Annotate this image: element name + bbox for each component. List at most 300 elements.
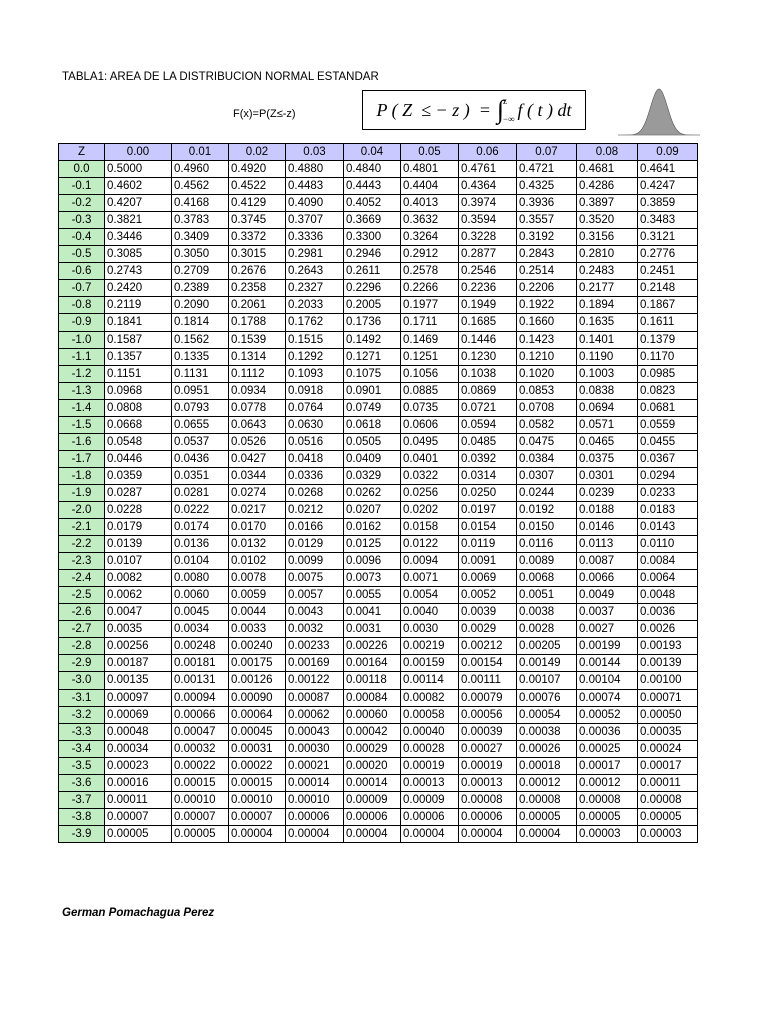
probability-cell: 0.00022	[229, 757, 286, 774]
probability-cell: 0.4129	[229, 195, 286, 212]
formula-lhs: P ( Z ≤ − z ) =	[376, 99, 491, 120]
probability-cell: 0.00226	[344, 638, 401, 655]
z-value-cell: -3.4	[59, 740, 105, 757]
probability-cell: 0.0075	[286, 570, 344, 587]
probability-cell: 0.0044	[229, 604, 286, 621]
header-z: Z	[59, 144, 105, 161]
probability-cell: 0.0110	[638, 536, 698, 553]
probability-cell: 0.0465	[577, 433, 638, 450]
table-row	[59, 331, 698, 348]
probability-cell: 0.2843	[517, 246, 577, 263]
probability-cell: 0.0475	[517, 433, 577, 450]
probability-cell: 0.0096	[344, 553, 401, 570]
probability-cell: 0.0037	[577, 604, 638, 621]
z-value-cell: -1.1	[59, 348, 105, 365]
probability-cell: 0.0268	[286, 484, 344, 501]
z-value-cell: -3.3	[59, 723, 105, 740]
document-title: TABLA1: AREA DE LA DISTRIBUCION NORMAL ESTANDAR	[62, 71, 379, 83]
probability-cell: 0.0078	[229, 570, 286, 587]
probability-cell: 0.00019	[459, 757, 517, 774]
z-value-cell: -0.9	[59, 314, 105, 331]
probability-cell: 0.0027	[577, 621, 638, 638]
probability-cell: 0.1685	[459, 314, 517, 331]
z-value-cell: -1.2	[59, 365, 105, 382]
probability-cell: 0.00007	[172, 808, 229, 825]
probability-cell: 0.3228	[459, 229, 517, 246]
probability-cell: 0.00006	[459, 808, 517, 825]
probability-cell: 0.00187	[105, 655, 172, 672]
probability-cell: 0.00039	[459, 723, 517, 740]
probability-cell: 0.0367	[638, 450, 698, 467]
probability-cell: 0.1093	[286, 365, 344, 382]
probability-cell: 0.2236	[459, 280, 517, 297]
probability-cell: 0.00011	[105, 791, 172, 808]
probability-cell: 0.00052	[577, 706, 638, 723]
probability-cell: 0.1112	[229, 365, 286, 382]
probability-cell: 0.3821	[105, 212, 172, 229]
probability-cell: 0.1492	[344, 331, 401, 348]
probability-cell: 0.00082	[401, 689, 459, 706]
table-body	[59, 161, 698, 843]
probability-cell: 0.2643	[286, 263, 344, 280]
table-row	[59, 587, 698, 604]
probability-cell: 0.0068	[517, 570, 577, 587]
table-row	[59, 604, 698, 621]
table-row	[59, 791, 698, 808]
probability-cell: 0.0655	[172, 416, 229, 433]
probability-cell: 0.00008	[459, 791, 517, 808]
probability-cell: 0.00008	[638, 791, 698, 808]
probability-cell: 0.0778	[229, 399, 286, 416]
probability-cell: 0.0041	[344, 604, 401, 621]
probability-cell: 0.2033	[286, 297, 344, 314]
probability-cell: 0.3897	[577, 195, 638, 212]
probability-cell: 0.00219	[401, 638, 459, 655]
probability-cell: 0.00036	[577, 723, 638, 740]
probability-cell: 0.0052	[459, 587, 517, 604]
probability-cell: 0.00212	[459, 638, 517, 655]
probability-cell: 0.0384	[517, 450, 577, 467]
probability-cell: 0.00029	[344, 740, 401, 757]
probability-cell: 0.0262	[344, 484, 401, 501]
probability-cell: 0.00005	[172, 825, 229, 842]
probability-cell: 0.0113	[577, 536, 638, 553]
probability-cell: 0.00135	[105, 672, 172, 689]
probability-cell: 0.1357	[105, 348, 172, 365]
probability-cell: 0.0559	[638, 416, 698, 433]
probability-cell: 0.00009	[401, 791, 459, 808]
probability-cell: 0.0158	[401, 519, 459, 536]
probability-cell: 0.3085	[105, 246, 172, 263]
probability-cell: 0.0869	[459, 382, 517, 399]
probability-cell: 0.0281	[172, 484, 229, 501]
probability-cell: 0.1038	[459, 365, 517, 382]
probability-cell: 0.4090	[286, 195, 344, 212]
z-value-cell: -1.0	[59, 331, 105, 348]
probability-cell: 0.00004	[344, 825, 401, 842]
probability-cell: 0.0174	[172, 519, 229, 536]
probability-cell: 0.1190	[577, 348, 638, 365]
probability-cell: 0.2266	[401, 280, 459, 297]
probability-cell: 0.0322	[401, 467, 459, 484]
probability-cell: 0.0129	[286, 536, 344, 553]
z-value-cell: -2.0	[59, 501, 105, 518]
table-row	[59, 178, 698, 195]
z-value-cell: -1.8	[59, 467, 105, 484]
probability-cell: 0.3707	[286, 212, 344, 229]
probability-cell: 0.0071	[401, 570, 459, 587]
probability-cell: 0.4761	[459, 161, 517, 178]
probability-cell: 0.2946	[344, 246, 401, 263]
probability-cell: 0.0823	[638, 382, 698, 399]
probability-cell: 0.00004	[517, 825, 577, 842]
probability-cell: 0.00013	[459, 774, 517, 791]
z-value-cell: -1.3	[59, 382, 105, 399]
probability-cell: 0.00100	[638, 672, 698, 689]
probability-cell: 0.00010	[286, 791, 344, 808]
probability-cell: 0.4483	[286, 178, 344, 195]
table-row	[59, 467, 698, 484]
probability-cell: 0.2912	[401, 246, 459, 263]
z-value-cell: -0.5	[59, 246, 105, 263]
probability-cell: 0.0329	[344, 467, 401, 484]
probability-cell: 0.0694	[577, 399, 638, 416]
probability-cell: 0.0294	[638, 467, 698, 484]
table-row	[59, 450, 698, 467]
z-value-cell: -2.8	[59, 638, 105, 655]
probability-cell: 0.0150	[517, 519, 577, 536]
z-value-cell: -2.2	[59, 536, 105, 553]
header-col: 0.07	[517, 144, 577, 161]
probability-cell: 0.1922	[517, 297, 577, 314]
table-row	[59, 161, 698, 178]
z-value-cell: -2.9	[59, 655, 105, 672]
probability-cell: 0.1151	[105, 365, 172, 382]
probability-cell: 0.3015	[229, 246, 286, 263]
probability-cell: 0.3446	[105, 229, 172, 246]
probability-cell: 0.2119	[105, 297, 172, 314]
probability-cell: 0.4681	[577, 161, 638, 178]
probability-cell: 0.0436	[172, 450, 229, 467]
probability-cell: 0.00256	[105, 638, 172, 655]
probability-cell: 0.2206	[517, 280, 577, 297]
probability-cell: 0.2327	[286, 280, 344, 297]
probability-cell: 0.00047	[172, 723, 229, 740]
table-row	[59, 212, 698, 229]
probability-cell: 0.2061	[229, 297, 286, 314]
probability-cell: 0.0537	[172, 433, 229, 450]
probability-cell: 0.00054	[517, 706, 577, 723]
probability-cell: 0.00022	[172, 757, 229, 774]
probability-cell: 0.0060	[172, 587, 229, 604]
probability-cell: 0.0336	[286, 467, 344, 484]
table-row	[59, 297, 698, 314]
probability-cell: 0.0188	[577, 501, 638, 518]
probability-cell: 0.0051	[517, 587, 577, 604]
probability-cell: 0.00025	[577, 740, 638, 757]
probability-cell: 0.1423	[517, 331, 577, 348]
z-value-cell: -2.5	[59, 587, 105, 604]
probability-cell: 0.2877	[459, 246, 517, 263]
probability-cell: 0.00027	[459, 740, 517, 757]
probability-cell: 0.00004	[459, 825, 517, 842]
probability-cell: 0.00069	[105, 706, 172, 723]
probability-cell: 0.0116	[517, 536, 577, 553]
probability-cell: 0.00014	[344, 774, 401, 791]
probability-cell: 0.0082	[105, 570, 172, 587]
probability-cell: 0.4522	[229, 178, 286, 195]
probability-cell: 0.00050	[638, 706, 698, 723]
table-row	[59, 740, 698, 757]
probability-cell: 0.00034	[105, 740, 172, 757]
probability-cell: 0.0594	[459, 416, 517, 433]
header-col: 0.02	[229, 144, 286, 161]
probability-cell: 0.00056	[459, 706, 517, 723]
probability-cell: 0.0344	[229, 467, 286, 484]
probability-cell: 0.2578	[401, 263, 459, 280]
probability-cell: 0.0031	[344, 621, 401, 638]
probability-cell: 0.0606	[401, 416, 459, 433]
probability-cell: 0.00043	[286, 723, 344, 740]
probability-cell: 0.0146	[577, 519, 638, 536]
table-row	[59, 774, 698, 791]
probability-cell: 0.0064	[638, 570, 698, 587]
probability-cell: 0.00144	[577, 655, 638, 672]
z-value-cell: -3.6	[59, 774, 105, 791]
probability-cell: 0.0427	[229, 450, 286, 467]
table-row	[59, 382, 698, 399]
table-row	[59, 484, 698, 501]
probability-cell: 0.0132	[229, 536, 286, 553]
z-value-cell: -2.1	[59, 519, 105, 536]
probability-cell: 0.2148	[638, 280, 698, 297]
probability-cell: 0.0122	[401, 536, 459, 553]
probability-cell: 0.1762	[286, 314, 344, 331]
z-value-cell: -0.4	[59, 229, 105, 246]
probability-cell: 0.1056	[401, 365, 459, 382]
probability-cell: 0.0043	[286, 604, 344, 621]
probability-cell: 0.4880	[286, 161, 344, 178]
probability-cell: 0.00011	[638, 774, 698, 791]
probability-cell: 0.0038	[517, 604, 577, 621]
probability-cell: 0.0951	[172, 382, 229, 399]
probability-cell: 0.4052	[344, 195, 401, 212]
table-row	[59, 621, 698, 638]
probability-cell: 0.00079	[459, 689, 517, 706]
probability-cell: 0.1446	[459, 331, 517, 348]
probability-cell: 0.0104	[172, 553, 229, 570]
probability-cell: 0.00006	[286, 808, 344, 825]
probability-cell: 0.0057	[286, 587, 344, 604]
probability-cell: 0.0125	[344, 536, 401, 553]
probability-cell: 0.3336	[286, 229, 344, 246]
probability-cell: 0.0162	[344, 519, 401, 536]
probability-cell: 0.2005	[344, 297, 401, 314]
probability-cell: 0.0207	[344, 501, 401, 518]
header-col: 0.08	[577, 144, 638, 161]
table-header-row	[59, 144, 698, 161]
probability-cell: 0.1711	[401, 314, 459, 331]
probability-cell: 0.0359	[105, 467, 172, 484]
table-row	[59, 519, 698, 536]
probability-cell: 0.1841	[105, 314, 172, 331]
probability-cell: 0.00193	[638, 638, 698, 655]
probability-cell: 0.00020	[344, 757, 401, 774]
probability-cell: 0.0375	[577, 450, 638, 467]
probability-cell: 0.00240	[229, 638, 286, 655]
probability-cell: 0.4325	[517, 178, 577, 195]
probability-cell: 0.00045	[229, 723, 286, 740]
probability-cell: 0.0102	[229, 553, 286, 570]
probability-cell: 0.00064	[229, 706, 286, 723]
probability-cell: 0.00031	[229, 740, 286, 757]
probability-cell: 0.1788	[229, 314, 286, 331]
probability-cell: 0.00007	[229, 808, 286, 825]
probability-cell: 0.00007	[105, 808, 172, 825]
probability-cell: 0.0089	[517, 553, 577, 570]
probability-cell: 0.0080	[172, 570, 229, 587]
probability-cell: 0.1379	[638, 331, 698, 348]
probability-cell: 0.1736	[344, 314, 401, 331]
probability-cell: 0.0136	[172, 536, 229, 553]
z-value-cell: -2.3	[59, 553, 105, 570]
probability-cell: 0.2177	[577, 280, 638, 297]
z-value-cell: -2.6	[59, 604, 105, 621]
probability-cell: 0.00024	[638, 740, 698, 757]
probability-cell: 0.1003	[577, 365, 638, 382]
probability-cell: 0.1020	[517, 365, 577, 382]
z-value-cell: -3.0	[59, 672, 105, 689]
probability-cell: 0.00016	[105, 774, 172, 791]
probability-cell: 0.0212	[286, 501, 344, 518]
z-value-cell: -0.8	[59, 297, 105, 314]
probability-cell: 0.0256	[401, 484, 459, 501]
probability-cell: 0.0048	[638, 587, 698, 604]
table-row	[59, 689, 698, 706]
probability-cell: 0.3483	[638, 212, 698, 229]
header-col: 0.00	[105, 144, 172, 161]
probability-cell: 0.0681	[638, 399, 698, 416]
table-row	[59, 706, 698, 723]
probability-cell: 0.0495	[401, 433, 459, 450]
probability-cell: 0.00006	[344, 808, 401, 825]
probability-cell: 0.0233	[638, 484, 698, 501]
integral-sign: ∫ z −∞	[496, 95, 515, 124]
table-row	[59, 553, 698, 570]
probability-cell: 0.00003	[577, 825, 638, 842]
probability-cell: 0.00154	[459, 655, 517, 672]
probability-cell: 0.0073	[344, 570, 401, 587]
probability-cell: 0.3632	[401, 212, 459, 229]
probability-cell: 0.0571	[577, 416, 638, 433]
table-row	[59, 433, 698, 450]
probability-cell: 0.0418	[286, 450, 344, 467]
probability-cell: 0.0035	[105, 621, 172, 638]
table-row	[59, 723, 698, 740]
probability-cell: 0.00010	[229, 791, 286, 808]
probability-cell: 0.00058	[401, 706, 459, 723]
probability-cell: 0.0885	[401, 382, 459, 399]
probability-cell: 0.2389	[172, 280, 229, 297]
table-row	[59, 501, 698, 518]
probability-cell: 0.00005	[105, 825, 172, 842]
probability-cell: 0.00030	[286, 740, 344, 757]
probability-cell: 0.3745	[229, 212, 286, 229]
formula-integrand: f ( t ) dt	[517, 99, 572, 120]
probability-cell: 0.00042	[344, 723, 401, 740]
probability-cell: 0.00149	[517, 655, 577, 672]
z-value-cell: -3.8	[59, 808, 105, 825]
probability-cell: 0.0119	[459, 536, 517, 553]
probability-cell: 0.0154	[459, 519, 517, 536]
probability-cell: 0.00004	[286, 825, 344, 842]
probability-cell: 0.0059	[229, 587, 286, 604]
probability-cell: 0.0047	[105, 604, 172, 621]
probability-cell: 0.0668	[105, 416, 172, 433]
probability-cell: 0.00010	[172, 791, 229, 808]
header-col: 0.03	[286, 144, 344, 161]
probability-cell: 0.0197	[459, 501, 517, 518]
probability-cell: 0.0485	[459, 433, 517, 450]
probability-cell: 0.0274	[229, 484, 286, 501]
probability-cell: 0.2981	[286, 246, 344, 263]
probability-cell: 0.00008	[577, 791, 638, 808]
probability-cell: 0.1131	[172, 365, 229, 382]
header-col: 0.09	[638, 144, 698, 161]
probability-cell: 0.4920	[229, 161, 286, 178]
probability-cell: 0.00003	[638, 825, 698, 842]
probability-cell: 0.0764	[286, 399, 344, 416]
probability-cell: 0.4247	[638, 178, 698, 195]
probability-cell: 0.2358	[229, 280, 286, 297]
probability-cell: 0.5000	[105, 161, 172, 178]
probability-cell: 0.00139	[638, 655, 698, 672]
probability-cell: 0.0455	[638, 433, 698, 450]
probability-cell: 0.3557	[517, 212, 577, 229]
z-value-cell: -3.1	[59, 689, 105, 706]
z-value-cell: -1.7	[59, 450, 105, 467]
probability-cell: 0.0084	[638, 553, 698, 570]
probability-cell: 0.00071	[638, 689, 698, 706]
z-value-cell: -3.2	[59, 706, 105, 723]
table-row	[59, 280, 698, 297]
normal-distribution-table	[58, 143, 698, 843]
probability-cell: 0.00074	[577, 689, 638, 706]
probability-cell: 0.0091	[459, 553, 517, 570]
probability-cell: 0.4404	[401, 178, 459, 195]
probability-cell: 0.00015	[172, 774, 229, 791]
table-row	[59, 825, 698, 842]
probability-cell: 0.00104	[577, 672, 638, 689]
probability-cell: 0.4364	[459, 178, 517, 195]
z-value-cell: -0.1	[59, 178, 105, 195]
probability-cell: 0.0446	[105, 450, 172, 467]
probability-cell: 0.00131	[172, 672, 229, 689]
probability-cell: 0.0307	[517, 467, 577, 484]
integral-formula	[362, 90, 586, 130]
probability-cell: 0.4207	[105, 195, 172, 212]
probability-cell: 0.1894	[577, 297, 638, 314]
probability-cell: 0.0708	[517, 399, 577, 416]
probability-cell: 0.00169	[286, 655, 344, 672]
probability-cell: 0.00090	[229, 689, 286, 706]
probability-cell: 0.1977	[401, 297, 459, 314]
probability-cell: 0.0808	[105, 399, 172, 416]
table-row	[59, 246, 698, 263]
probability-cell: 0.1587	[105, 331, 172, 348]
probability-cell: 0.1562	[172, 331, 229, 348]
probability-cell: 0.00094	[172, 689, 229, 706]
